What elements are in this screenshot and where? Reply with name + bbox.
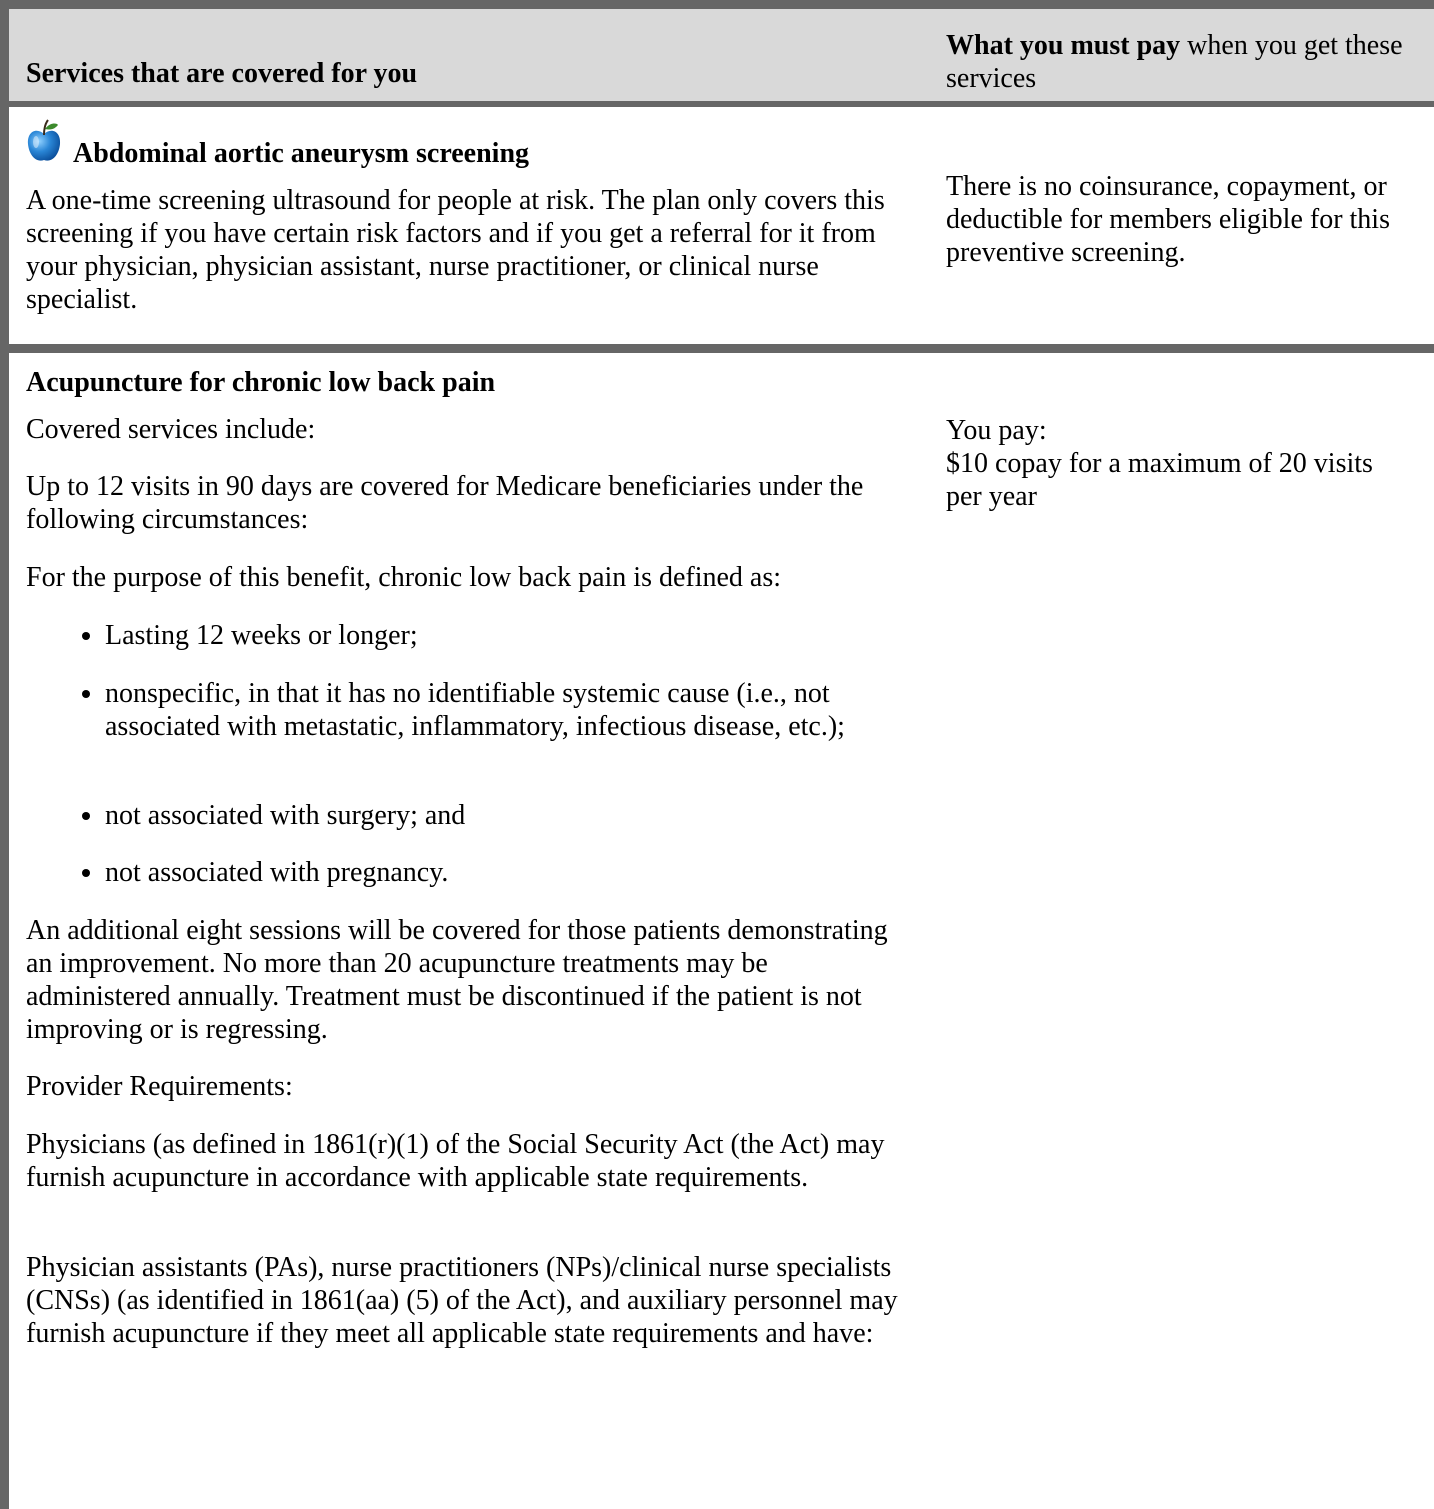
payment-label-acupuncture: You pay: — [946, 415, 1047, 446]
physicians-paragraph: Physicians (as defined in 1861(r)(1) of the Social Security Act (the Act) may furnish acupuncture in accordance with applicable state requirements. — [26, 1129, 885, 1193]
table-left-border — [0, 0, 9, 1509]
payment-text-aaa: There is no coinsurance, copayment, or deductible for members eligible for this preventive screening. — [946, 171, 1390, 268]
row-divider — [9, 344, 1434, 353]
service-description-aaa: A one-time screening ultrasound for people at risk. The plan only covers this screening if you have certain risk factors and if you get a referral for it from your physician, physician assistant, nurse practitioner, or clinical nurse specialist. — [26, 185, 885, 315]
header-payment-label — [946, 29, 1416, 95]
list-item: not associated with pregnancy. — [26, 856, 906, 889]
provider-requirements-heading: Provider Requirements: — [26, 1071, 293, 1102]
header-services-label: Services that are covered for you — [26, 58, 418, 89]
additional-sessions-paragraph: An additional eight sessions will be covered for those patients demonstrating an improvement. No more than 20 acupuncture treatments may be administered annually. Treatment must be discontinued if the patient is not improving or is regressing. — [26, 915, 888, 1045]
assistants-paragraph: Physician assistants (PAs), nurse practitioners (NPs)/clinical nurse specialists (CNSs) (as identified in 1861(aa) (5) of the Act), and auxiliary personnel may furnish acupuncture if they meet all applicable state requirements and have: — [26, 1252, 898, 1349]
definition-list — [26, 856, 906, 889]
covered-services-intro: Covered services include: — [26, 414, 316, 445]
list-item: not associated with surgery; and — [26, 799, 906, 832]
table-header-row — [9, 9, 1434, 101]
visits-paragraph: Up to 12 visits in 90 days are covered for Medicare beneficiaries under the following circumstances: — [26, 471, 864, 535]
definition-list — [26, 677, 906, 743]
service-title-acupuncture: Acupuncture for chronic low back pain — [26, 367, 496, 398]
payment-detail-acupuncture: $10 copay for a maximum of 20 visits per year — [946, 448, 1373, 512]
header-divider — [9, 101, 1434, 107]
service-title-aaa: Abdominal aortic aneurysm screening — [73, 138, 530, 169]
definition-list — [26, 619, 906, 652]
header-payment-bold: What you must pay — [946, 30, 1181, 61]
table-top-border — [0, 0, 1434, 9]
apple-icon — [26, 118, 62, 164]
definition-intro: For the purpose of this benefit, chronic low back pain is defined as: — [26, 562, 782, 593]
header-payment-rest: when you get these services — [946, 30, 1403, 94]
list-item: Lasting 12 weeks or longer; — [26, 619, 906, 652]
list-item: nonspecific, in that it has no identifiable systemic cause (i.e., not associated with metastatic, inflammatory, infectious disease, etc.); — [26, 677, 906, 743]
definition-list — [26, 799, 906, 832]
